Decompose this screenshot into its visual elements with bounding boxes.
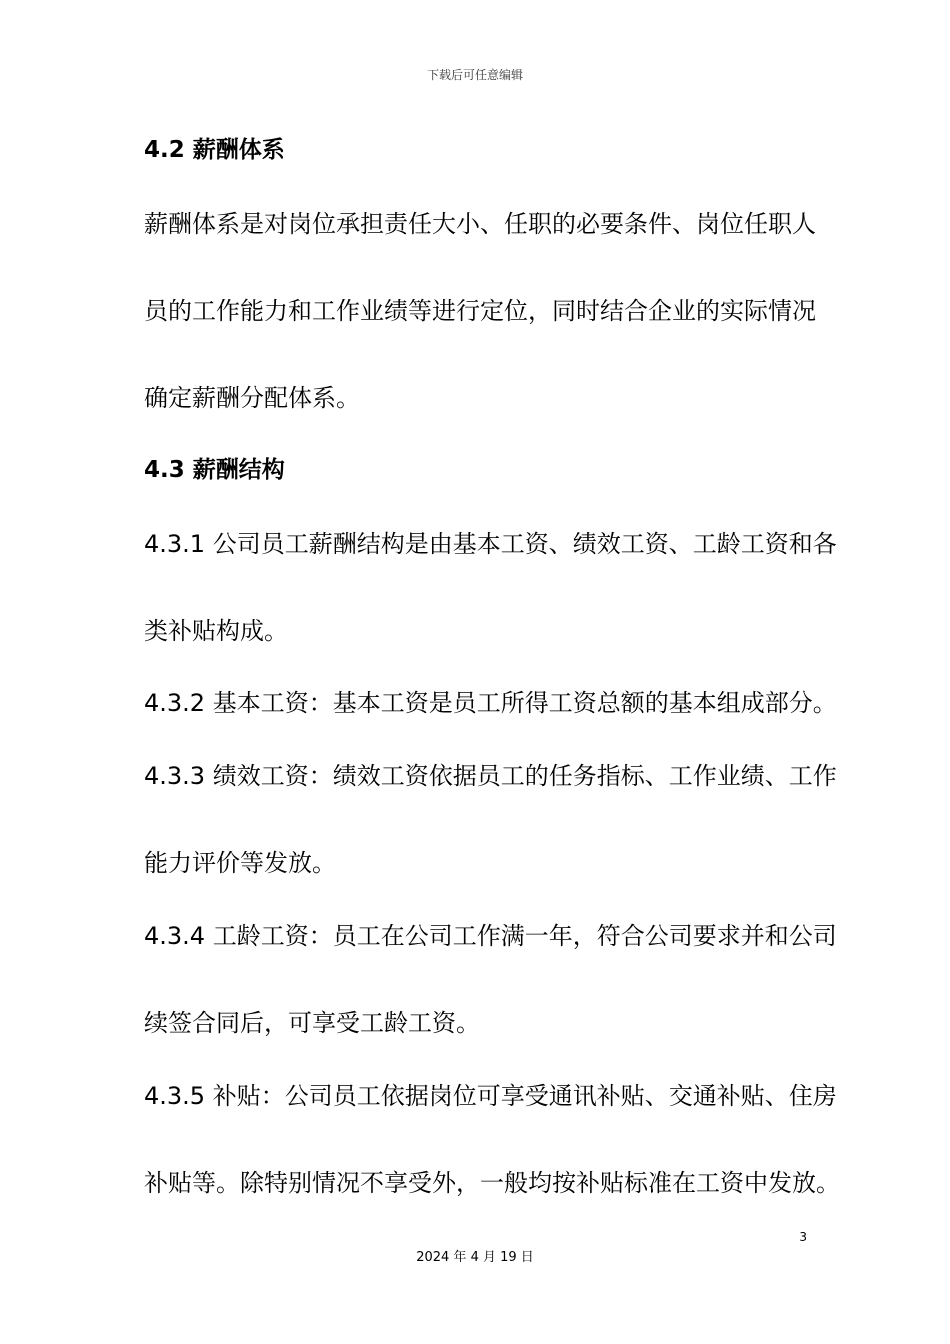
paragraph-line: 4.3.3 绩效工资：绩效工资依据员工的任务指标、工作业绩、工作 xyxy=(144,762,837,790)
paragraph-line: 能力评价等发放。 xyxy=(144,849,336,877)
page-footer-date: 2024 年 4 月 19 日 xyxy=(416,1250,534,1265)
paragraph-line: 薪酬体系是对岗位承担责任大小、任职的必要条件、岗位任职人 xyxy=(144,210,816,238)
paragraph-line: 4.3.5 补贴：公司员工依据岗位可享受通讯补贴、交通补贴、住房 xyxy=(144,1082,837,1110)
paragraph-line: 确定薪酬分配体系。 xyxy=(144,384,360,412)
paragraph-line: 类补贴构成。 xyxy=(144,617,288,645)
paragraph-line: 员的工作能力和工作业绩等进行定位，同时结合企业的实际情况 xyxy=(144,297,816,325)
paragraph-line: 4.3.4 工龄工资：员工在公司工作满一年，符合公司要求并和公司 xyxy=(144,922,837,950)
paragraph-line: 续签合同后，可享受工龄工资。 xyxy=(144,1009,480,1037)
section-heading-4-3: 4.3 薪酬结构 xyxy=(144,457,285,483)
page-number: 3 xyxy=(799,1230,807,1244)
paragraph-line: 补贴等。除特别情况不享受外，一般均按补贴标准在工资中发放。 xyxy=(144,1169,840,1197)
section-heading-4-2: 4.2 薪酬体系 xyxy=(144,137,285,163)
paragraph-line: 4.3.1 公司员工薪酬结构是由基本工资、绩效工资、工龄工资和各 xyxy=(144,530,837,558)
page-header: 下载后可任意编辑 xyxy=(426,68,523,82)
paragraph-line: 4.3.2 基本工资：基本工资是员工所得工资总额的基本组成部分。 xyxy=(144,689,837,717)
